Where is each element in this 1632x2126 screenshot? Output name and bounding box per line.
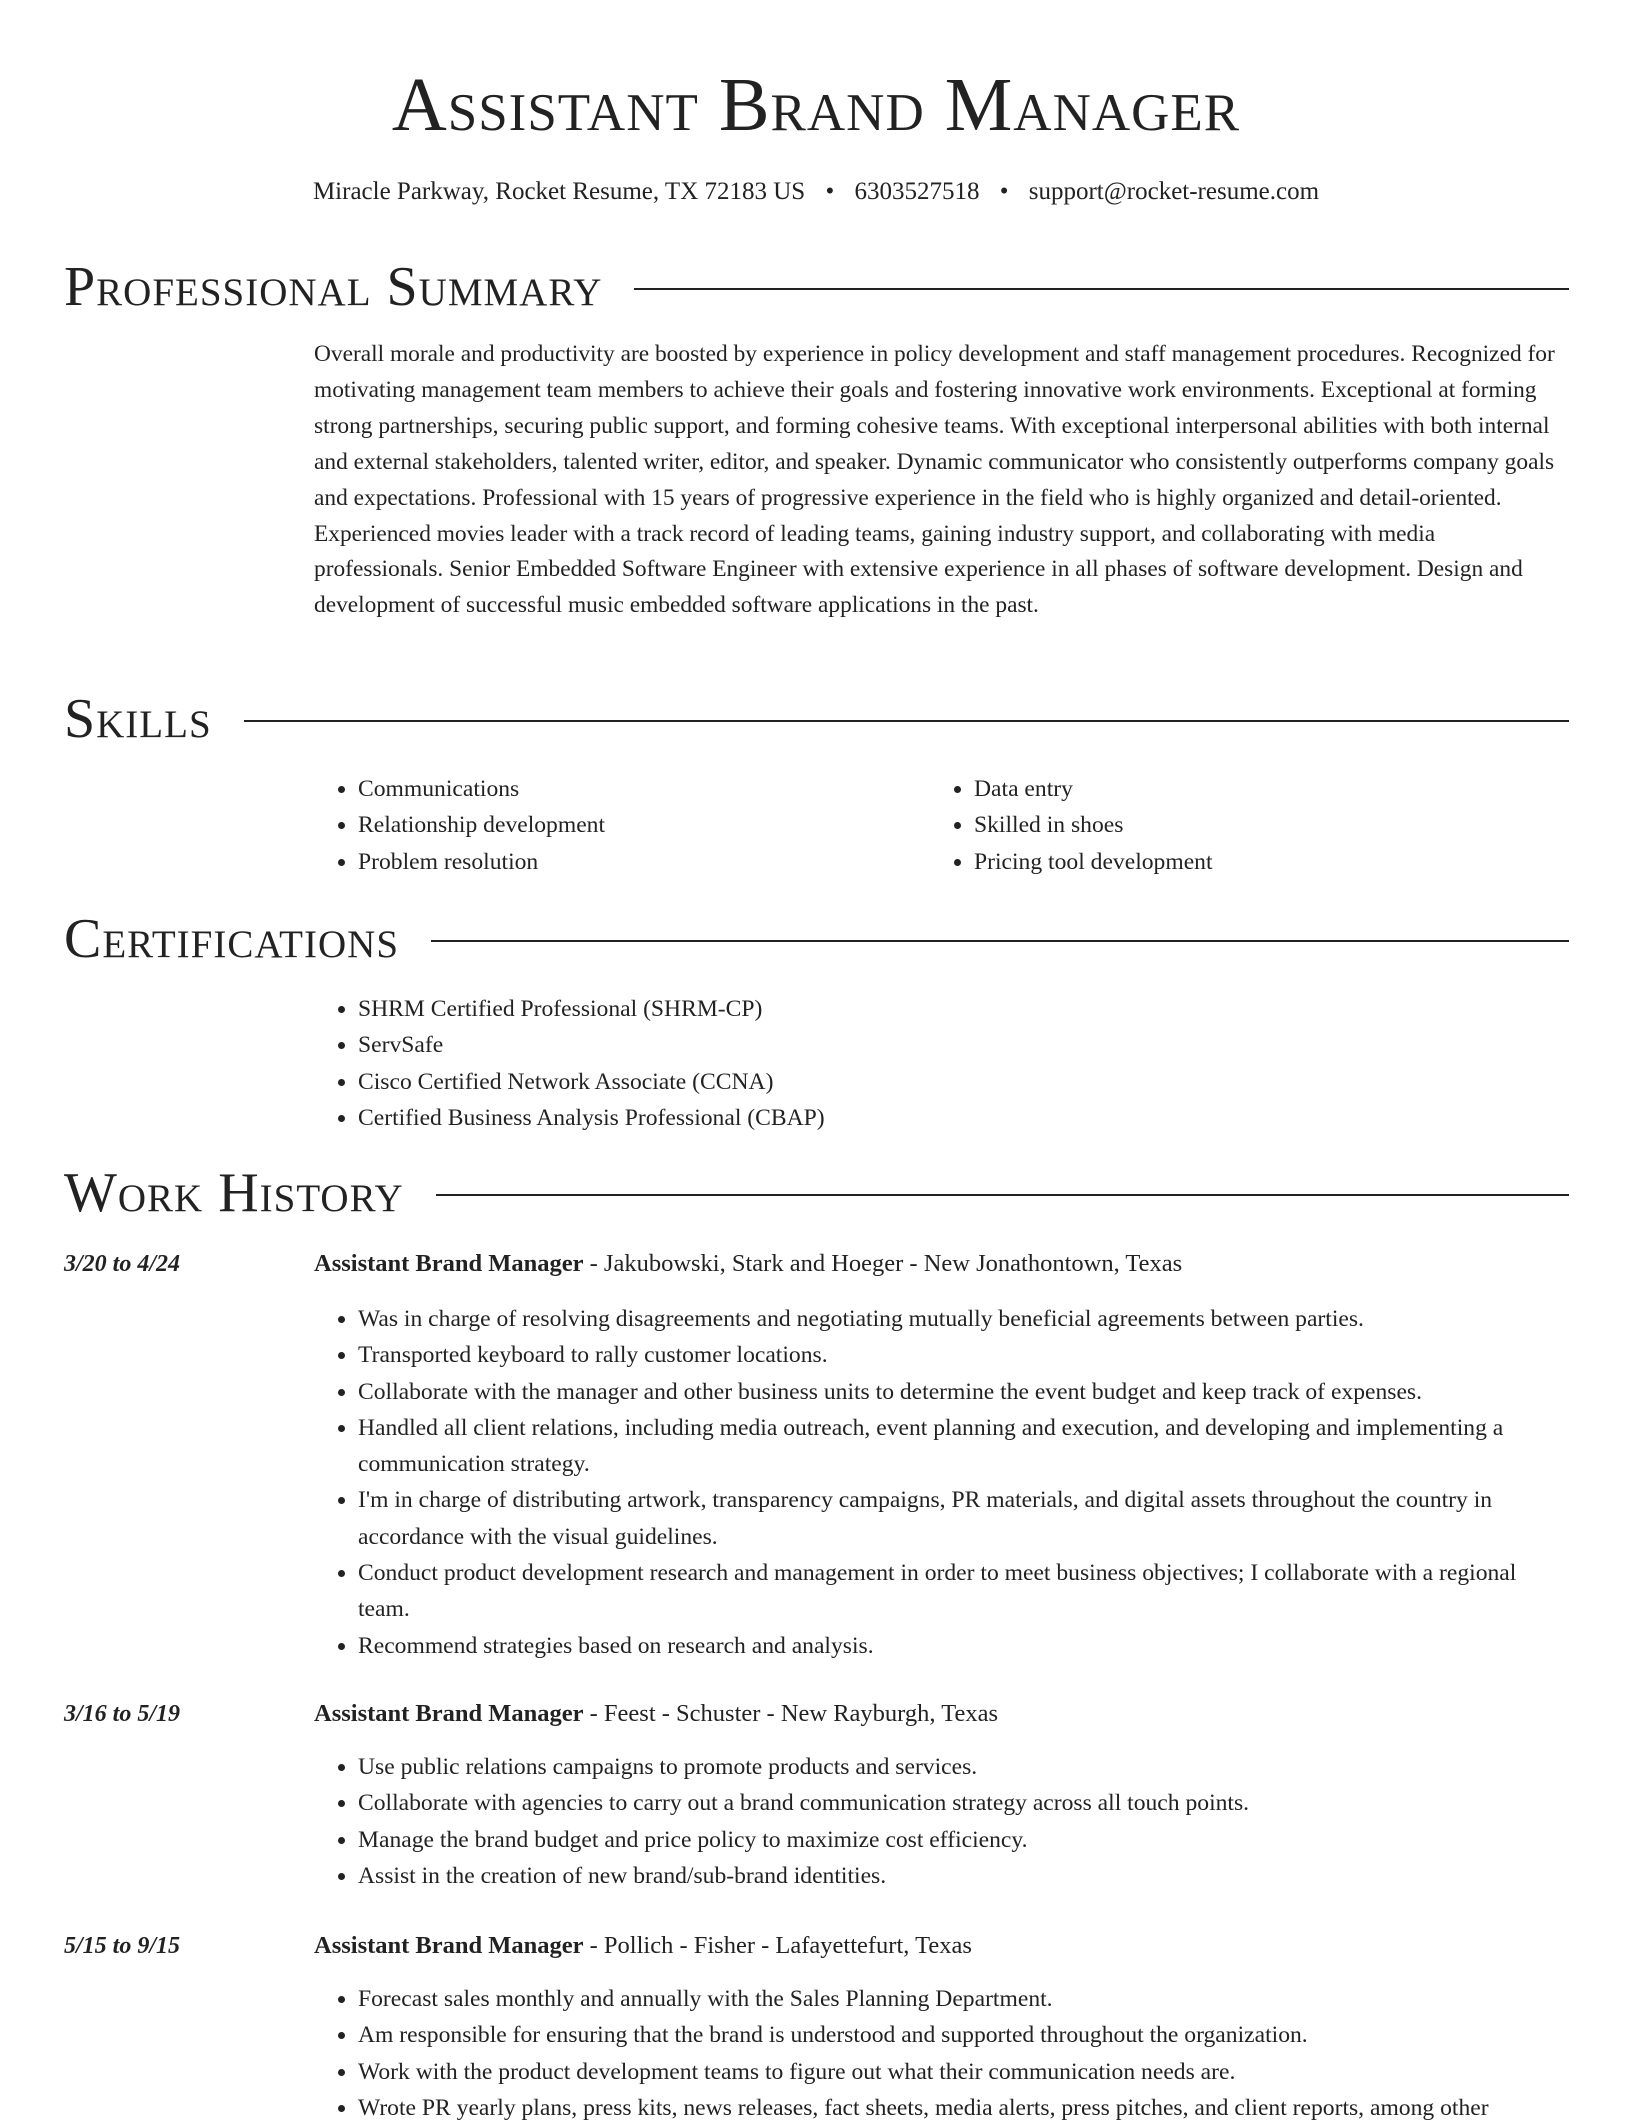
job-duty-item: • Conduct product development research and management in order to meet business objectives; I collaborate with a regional team. bbox=[358, 1555, 1569, 1628]
summary-section-header bbox=[64, 255, 1569, 319]
job-duty-item: • Collaborate with agencies to carry out a brand communication strategy across all touch points. bbox=[358, 1785, 1569, 1821]
job-employer-location: - Jakubowski, Stark and Hoeger - New Jonathontown, Texas bbox=[583, 1250, 1183, 1277]
resume-name: Assistant Brand Manager bbox=[391, 63, 1241, 147]
certifications-list bbox=[314, 991, 1569, 1136]
certifications-heading: Certifications bbox=[64, 908, 400, 970]
certification-item: • Certified Business Analysis Professional (CBAP) bbox=[358, 1100, 1569, 1136]
job-duties bbox=[314, 1301, 1569, 1664]
job-duty-item: • Manage the brand budget and price policy to maximize cost efficiency. bbox=[358, 1822, 1569, 1858]
skill-item: • Data entry bbox=[974, 771, 1530, 807]
job-duties-list bbox=[314, 1749, 1569, 1894]
job-duty-item: • Forecast sales monthly and annually with the Sales Planning Department. bbox=[358, 1981, 1569, 2017]
certifications-block bbox=[314, 991, 1569, 1136]
skill-item: • Pricing tool development bbox=[974, 844, 1530, 880]
job-duty-item: • Am responsible for ensuring that the brand is understood and supported throughout the organization. bbox=[358, 2017, 1569, 2053]
job-duty-item: • Handled all client relations, including media outreach, event planning and execution, and developing and implementing a communication strategy. bbox=[358, 1410, 1569, 1483]
job-duties-list bbox=[314, 1981, 1569, 2126]
skills-column-left bbox=[314, 771, 914, 880]
job-dates: 3/20 to 4/24 bbox=[64, 1251, 181, 1277]
job-duty-item: • Recommend strategies based on research and analysis. bbox=[358, 1628, 1569, 1664]
certifications-section-header bbox=[64, 907, 1569, 971]
job-duties bbox=[314, 1749, 1569, 1894]
job-employer-location: - Pollich - Fisher - Lafayettefurt, Texas bbox=[583, 1932, 972, 1959]
skills-column-right bbox=[930, 771, 1530, 880]
skill-item: • Skilled in shoes bbox=[974, 807, 1530, 843]
certification-item: • Cisco Certified Network Associate (CCNA) bbox=[358, 1064, 1569, 1100]
work-history-heading: Work History bbox=[64, 1162, 404, 1224]
job-dates: 3/16 to 5/19 bbox=[64, 1701, 181, 1727]
section-divider bbox=[431, 940, 1569, 942]
job-heading bbox=[314, 1697, 1569, 1731]
skills-list-left bbox=[314, 771, 914, 880]
summary-text: Overall morale and productivity are boosted by experience in policy development and staff management procedures. Recognized for motivating management team members to achieve their goals and fostering innovative work environments. Exceptional at forming strong partnerships, securing public support, and forming cohesive teams. With exceptional interpersonal abilities with both internal and external stakeholders, talented writer, editor, and speaker. Dynamic communicator who consistently outperforms company goals and expectations. Professional with 15 years of progressive experience in the field who is highly organized and detail-oriented. Experienced movies leader with a track record of leading teams, gaining industry support, and collaborating with media professionals. Senior Embedded Software Engineer with extensive experience in all phases of software development. Design and development of successful music embedded software applications in the past. bbox=[314, 341, 1555, 619]
job-dates: 5/15 to 9/15 bbox=[64, 1933, 181, 1959]
job-duty-item: • Collaborate with the manager and other business units to determine the event budget and keep track of expenses. bbox=[358, 1374, 1569, 1410]
job-duty-item: • Assist in the creation of new brand/sub-brand identities. bbox=[358, 1858, 1569, 1894]
skill-item: • Problem resolution bbox=[358, 844, 914, 880]
contact-separator: • bbox=[825, 178, 835, 205]
skills-section-header bbox=[64, 687, 1569, 751]
job-title: Assistant Brand Manager bbox=[314, 1250, 584, 1277]
skill-item: • Relationship development bbox=[358, 807, 914, 843]
contact-address: Miracle Parkway, Rocket Resume, TX 72183 US bbox=[312, 178, 806, 205]
job-duty-item: • Wrote PR yearly plans, press kits, news releases, fact sheets, media alerts, press pitches, and client reports, among other bbox=[358, 2090, 1569, 2126]
job-duty-item: • Was in charge of resolving disagreements and negotiating mutually beneficial agreements between parties. bbox=[358, 1301, 1569, 1337]
job-title: Assistant Brand Manager bbox=[314, 1932, 584, 1959]
job-duty-item: • Work with the product development teams to figure out what their communication needs are. bbox=[358, 2054, 1569, 2090]
skill-item: • Communications bbox=[358, 771, 914, 807]
contact-email: support@rocket-resume.com bbox=[1028, 178, 1320, 205]
section-divider bbox=[244, 720, 1569, 722]
contact-phone: 6303527518 bbox=[854, 178, 980, 205]
summary-heading: Professional Summary bbox=[64, 256, 603, 318]
job-title: Assistant Brand Manager bbox=[314, 1700, 584, 1727]
job-heading bbox=[314, 1247, 1569, 1281]
certification-item: • ServSafe bbox=[358, 1027, 1569, 1063]
job-employer-location: - Feest - Schuster - New Rayburgh, Texas bbox=[583, 1700, 998, 1727]
job-duties-list bbox=[314, 1301, 1569, 1664]
contact-line bbox=[0, 175, 1632, 209]
job-duty-item: • I'm in charge of distributing artwork, transparency campaigns, PR materials, and digital assets throughout the country in accordance with the visual guidelines. bbox=[358, 1482, 1569, 1555]
certification-item: • SHRM Certified Professional (SHRM-CP) bbox=[358, 991, 1569, 1027]
job-duty-item: • Use public relations campaigns to promote products and services. bbox=[358, 1749, 1569, 1785]
job-heading bbox=[314, 1929, 1569, 1963]
section-divider bbox=[634, 288, 1569, 290]
work-history-section-header bbox=[64, 1161, 1569, 1225]
skills-heading: Skills bbox=[64, 688, 212, 750]
job-duties bbox=[314, 1981, 1569, 2126]
job-duty-item: • Transported keyboard to rally customer locations. bbox=[358, 1337, 1569, 1373]
contact-separator: • bbox=[999, 178, 1009, 205]
section-divider bbox=[436, 1194, 1569, 1196]
skills-list-right bbox=[930, 771, 1530, 880]
